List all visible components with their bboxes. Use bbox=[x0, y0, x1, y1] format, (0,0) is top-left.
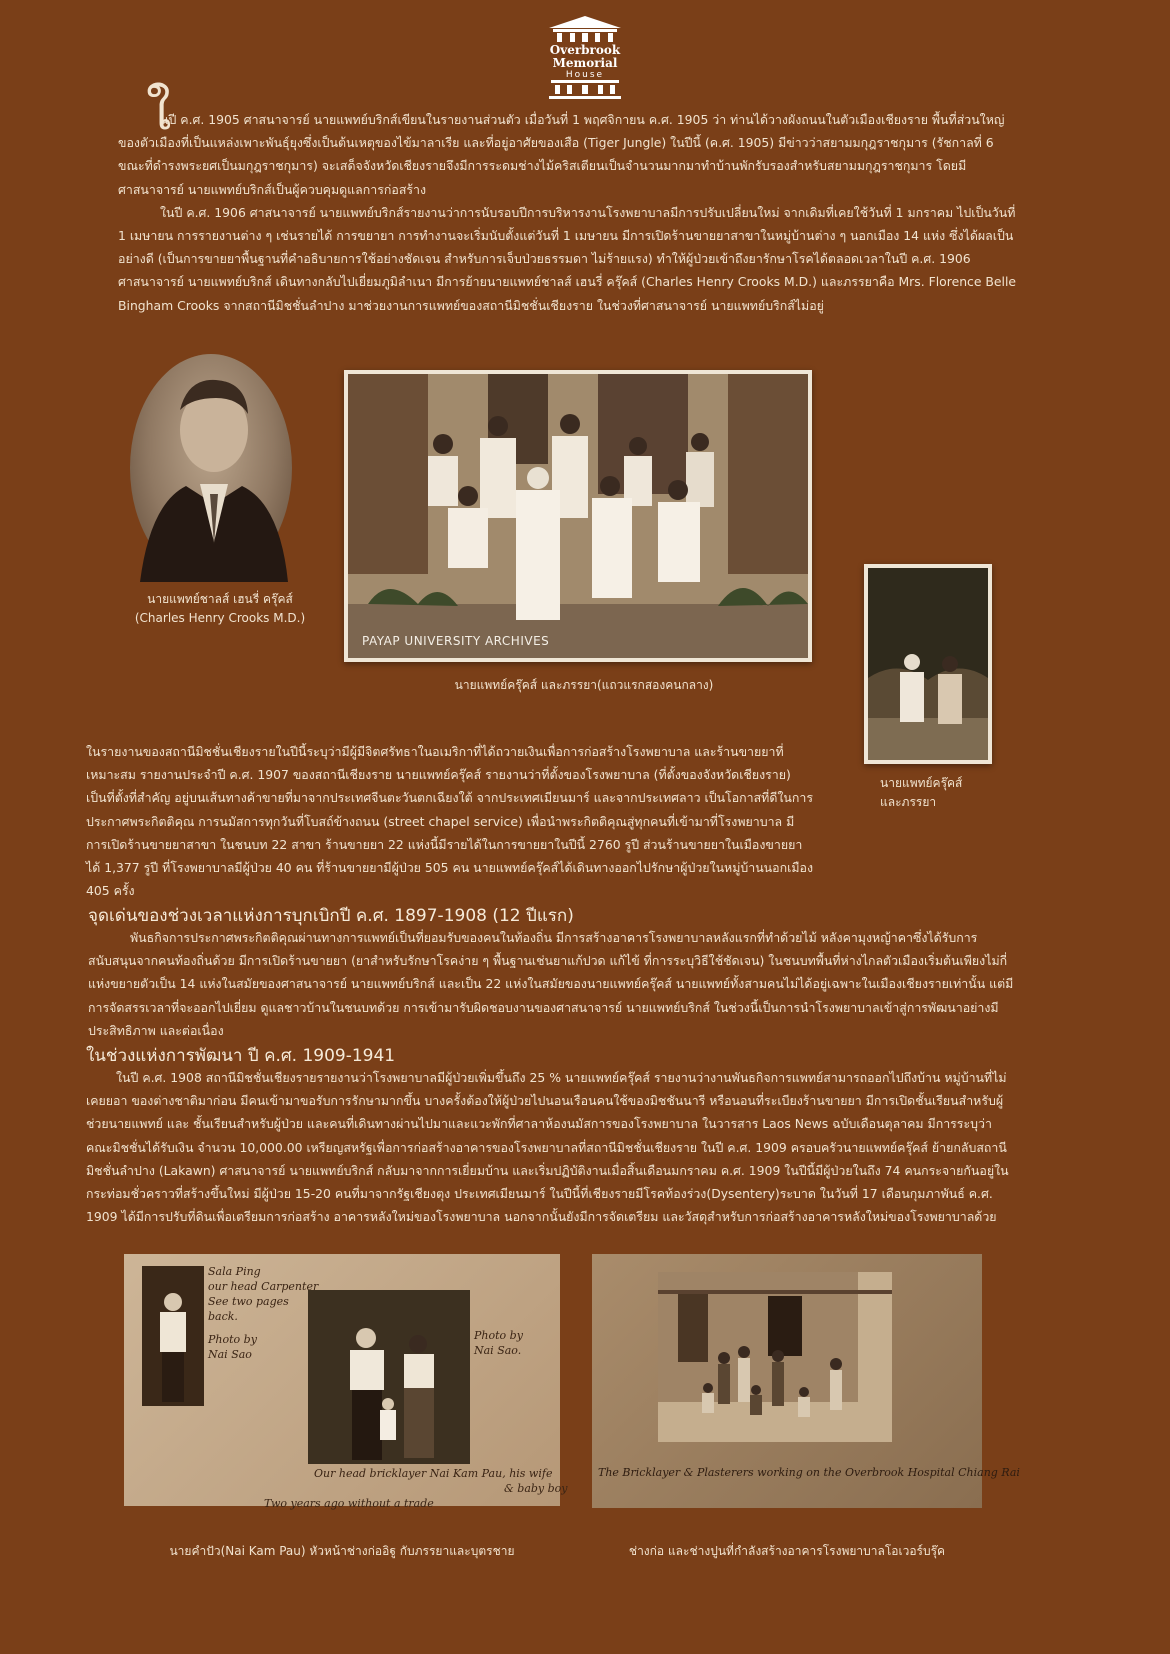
section2-paragraph: พันธกิจการประกาศพระกิตติคุณผ่านทางการแพทย์เป็นที่ยอมรับของคนในท้องถิ่น มีการสร้างอาคารโรงพยาบาลหลังแรกที่ทำด้วยไม้ หลังคามุงหญ้าคาซึ่งได้รับการสนับสนุนจากคนท้องถิ่นด้วย มีการเปิดร้านขายยา (ยาสำหรับรักษาโรคง่าย ๆ พื้นฐานเช่นยาแก้ปวด แก้ไข้ ที่การระบุวิธีใช้ชัดเจน) ในชนบทพื้นที่ห่างไกลตัวเมืองเริ่มต้นเพียงไม่กี่แห่งขยายตัวเป็น 14 แห่งในสมัยของศาสนาจารย์ นายแพทย์บริกส์ และเป็น 22 แห่งในสมัยของนายแพทย์ครุ๊คส์ นายแพทย์ทั้งสามคนไม่ได้อยู่เฉพาะในเมืองเชียงรายเท่านั้น แต่มีการจัดสรรเวลาที่จะออกไปเยี่ยม ดูแลชาวบ้านในชนบทด้วย การเข้ามารับผิดชอบงานของศาสนาจารย์ นายแพทย์บริกส์ ในช่วงนี้เป็นการนำโรงพยาบาลเข้าสู่การพัฒนาอย่างมีประสิทธิภาพ และต่อเนื่อง bbox=[88, 930, 1014, 1038]
album2-caption: ช่างก่อ และช่างปูนที่กำลังสร้างอาคารโรงพยาบาลโอเวอร์บรุ๊ค bbox=[628, 1544, 946, 1558]
intro-dropcap: ใ bbox=[146, 82, 172, 142]
section1-paragraph: ในรายงานของสถานีมิชชั่นเชียงรายในปีนี้ระบุว่ามีผู้มีจิตศรัทธาในอเมริกาที่ได้ถวายเงินเพื่อการก่อสร้างโรงพยาบาล และร้านขายยาที่เหมาะสม รายงานประจำปี ค.ศ. 1907 ของสถานีเชียงราย นายแพทย์ครุ๊คส์ รายงานว่าที่ตั้งของโรงพยาบาล (ที่ตั้งของจังหวัดเชียงราย) เป็นที่ตั้งที่สำคัญ อยู่บนเส้นทางค้าขายที่มาจากประเทศจีนตะวันตกเฉียงใต้ จากประเทศเมียนมาร์ และจากประเทศลาว เป็นโอกาสที่ดีในการประกาศพระกิตติคุณ การนมัสการทุกวันที่โบสถ์ข้างถนน (street chapel service) เพื่อนำพระกิตติคุณสู่ทุกคนที่เข้ามาที่โรงพยาบาล มีการเปิดร้านขายยาสาขา ในชนบท 22 สาขา ร้านขายยา 22 แห่งนี้มีรายได้ในการขายยาในปีนี้ 2760 รูปี ส่วนร้านขายยาในเมืองขายยาได้ 1,377 รูปี ที่โรงพยาบาลมีผู้ป่วย 40 คน ที่ร้านขายยามีผู้ป่วย 505 คน นายแพทย์ครุ๊คส์ได้เดินทางออกไปรักษาผู้ป่วยในหมู่บ้านนอกเมือง 405 ครั้ง bbox=[86, 744, 814, 899]
portrait-caption-th: นายแพทย์ชาลส์ เฮนรี่ ครุ๊คส์ bbox=[147, 592, 293, 606]
couple-photo-image bbox=[868, 568, 988, 760]
logo-sub: House bbox=[565, 70, 605, 80]
portrait-caption-en: (Charles Henry Crooks M.D.) bbox=[134, 611, 306, 625]
couple-caption-line-2: และภรรยา bbox=[880, 795, 937, 809]
album1-photo-credit bbox=[474, 1328, 523, 1358]
album2-building-image bbox=[658, 1272, 892, 1442]
overbrook-logo bbox=[525, 14, 645, 102]
logo-name: Overbrook Memorial bbox=[549, 43, 621, 70]
intro-paragraph-2: ในปี ค.ศ. 1906 ศาสนาจารย์ นายแพทย์บริกส์รายงานว่าการนับรอบปีการบริหารงานโรงพยาบาลมีการปรับเปลี่ยนใหม่ จากเดิมที่เคยใช้วันที่ 1 มกราคม ไปเป็นวันที่ 1 เมษายน การรายงานต่าง ๆ เช่นรายได้ การขยายา การทำงานจะเริ่มนับตั้งแต่วันที่ 1 เมษายน มีการเปิดร้านขายยาสาขาในหมู่บ้านต่าง ๆ นอกเมือง 14 แห่ง ซึ่งได้ผลเป็นอย่างดี (เป็นการขายยาพื้นฐานที่คำอธิบายการใช้อย่างชัดเจน สำหรับการเจ็บป่วยธรรมดา ไม่ร้ายแรง) ทำให้ผู้ป่วยเข้าถึงยารักษาโรคได้ตลอดเวลาในปี ค.ศ. 1906 ศาสนาจารย์ นายแพทย์บริกส์ เดินทางกลับไปเยี่ยมภูมิลำเนา มีการย้ายนายแพทย์ชาลส์ เฮนรี่ ครุ๊คส์ (Charles Henry Crooks M.D.) และภรรยาคือ Mrs. Florence Belle Bingham Crooks จากสถานีมิชชั่นลำปาง มาช่วยงานการแพทย์ของสถานีมิชชั่นเชียงราย ในช่วงที่ศาสนาจารย์ นายแพทย์บริกส์ไม่อยู่ bbox=[118, 204, 1017, 313]
album1-hand-5: Photo by bbox=[208, 1333, 257, 1346]
intro-paragraph-1: นปี ค.ศ. 1905 ศาสนาจารย์ นายแพทย์บริกส์เขียนในรายงานส่วนตัว เมื่อวันที่ 1 พฤศจิกายน ค.ศ. 1905 ว่า ท่านได้วางผังถนนในตัวเมืองเชียงราย พื้นที่ส่วนใหญ่ของตัวเมืองที่เป็นแหล่งเพาะพันธุ์ยุงซึ่งเป็นต้นเหตุของไข้มาลาเรีย และที่อยู่อาศัยของเสือ (Tiger Jungle) ในปีนี้ (ค.ศ. 1905) มีข่าวว่าสยามมกุฎราชกุมาร (รัชกาลที่ 6 ขณะที่ดำรงพระยศเป็นมกุฎราชกุมาร) จะเสด็จจังหวัดเชียงรายจึงมีการระดมช่างไม้คริสเตียนเป็นจำนวนมากมาทำบ้านพักรับรองสำหรับสยามมกุฎราชกุมาร โดยมีศาสนาจารย์ นายแพทย์บริกส์เป็นผู้ควบคุมดูแลการก่อสร้าง bbox=[118, 112, 1005, 197]
album2-handwriting: The Bricklayer & Plasterers working on the Overbrook Hospital Chiang Rai bbox=[598, 1466, 1020, 1479]
section1-text bbox=[86, 740, 814, 902]
group-photo-watermark: PAYAP UNIVERSITY ARCHIVES bbox=[362, 634, 550, 648]
album-photo-1 bbox=[124, 1254, 568, 1510]
album1-hand-10: & baby boy bbox=[504, 1482, 568, 1495]
album1-family-image bbox=[308, 1290, 470, 1464]
couple-caption-line-1: นายแพทย์ครุ๊คส์ bbox=[880, 776, 963, 790]
house-logo-icon bbox=[545, 14, 625, 44]
album1-hand-2: our head Carpenter bbox=[208, 1280, 319, 1293]
album1-hand-1: Sala Ping bbox=[208, 1265, 261, 1278]
album1-small-portrait bbox=[142, 1266, 204, 1406]
album1-small-portrait-image bbox=[142, 1266, 204, 1406]
album1-hand-4: back. bbox=[208, 1310, 238, 1323]
album1-hand-6: Nai Sao bbox=[208, 1348, 252, 1361]
section3-paragraph: ในปี ค.ศ. 1908 สถานีมิชชั่นเชียงรายรายงานว่าโรงพยาบาลมีผู้ป่วยเพิ่มขึ้นถึง 25 % นายแพทย์ครุ๊คส์ รายงานว่างานพันธกิจการแพทย์สามารถออกไปถึงบ้าน หมู่บ้านที่ไม่เคยยอา ของต่างชาติมาก่อน มีคนเข้ามาขอรับการรักษามากขึ้น บางครั้งต้องให้ผู้ป่วยไปนอนเรือนคนใช้ของมิชชันนารี หรือนอนที่ระเบียงร้านขายยา มีการเปิดชั้นเรียนสำหรับผู้ช่วยนายแพทย์ และ ชั้นเรียนสำหรับผู้ป่วย และคนที่เดินทางผ่านไปมาและแวะพักที่ศาลาห้องนมัสการของโรงพยาบาล ในวารสาร Laos News ฉบับเดือนตุลาคม มีการระบุว่าคณะมิชชั่นได้รับเงิน จำนวน 10,000.00 เหรียญสหรัฐเพื่อการก่อสร้างอาคารของโรงพยาบาลที่สถานีมิชชั่นเชียงราย ในปี ค.ศ. 1909 ครอบครัวนายแพทย์ครุ๊คส์ ย้ายกลับสถานีมิชชั่นลำปาง (Lakawn) ศาสนาจารย์ นายแพทย์บริกส์ กลับมาจากการเยี่ยมบ้าน และเริ่มปฏิบัติงานเมื่อสิ้นเดือนมกราคม ค.ศ. 1909 ในปีนี้มีผู้ป่วยในถึง 74 คนกระจายกันอยู่ในกระท่อมชั่วคราวที่สร้างขึ้นใหม่ มีผู้ป่วย 15-20 คนที่มาจากรัฐเชียงตุง ประเทศเมียนมาร์ ในปีนี้ที่เชียงรายมีโรคท้องร่วง(Dysentery)ระบาด ในวันที่ 17 เดือนกุมภาพันธ์ ค.ศ. 1909 ได้มีการปรับที่ดินเพื่อเตรียมการก่อสร้าง อาคารหลังใหม่ของโรงพยาบาล นอกจากนั้นยังมีการจัดเตรียม และวัสดุสำหรับการก่อสร้างอาคารหลังใหม่ของโรงพยาบาลด้วย bbox=[86, 1070, 1009, 1225]
group-photo-caption: นายแพทย์ครุ๊คส์ และภรรยา(แถวแรกสองคนกลาง) bbox=[454, 678, 714, 692]
album1-hand-9: Our head bricklayer Nai Kam Pau, his wife bbox=[314, 1467, 553, 1480]
house-logo-base-icon bbox=[545, 80, 625, 102]
section2-heading: จุดเด่นของช่วงเวลาแห่งการบุกเบิกปี ค.ศ. 1897-1908 (12 ปีแรก) bbox=[88, 906, 574, 926]
album1-hand-11: Two years ago without a trade bbox=[264, 1497, 434, 1510]
section3-heading: ในช่วงแห่งการพัฒนา ปี ค.ศ. 1909-1941 bbox=[86, 1046, 396, 1066]
album-photo-2 bbox=[592, 1254, 1020, 1508]
section2-text bbox=[88, 926, 1018, 1042]
intro-text bbox=[118, 108, 1018, 317]
group-photo-image bbox=[348, 374, 808, 658]
album1-hand-8: Nai Sao. bbox=[474, 1344, 522, 1357]
section3-text bbox=[86, 1066, 1016, 1228]
album1-hand-7: Photo by bbox=[474, 1329, 523, 1342]
portrait-caption bbox=[120, 590, 320, 628]
couple-photo-caption bbox=[880, 774, 990, 812]
portrait-man-icon bbox=[130, 354, 292, 582]
album1-hand-3: See two pages bbox=[208, 1295, 289, 1308]
album1-handwriting-notes bbox=[208, 1264, 318, 1362]
album1-caption: นายคำปัว(Nai Kam Pau) หัวหน้าช่างก่ออิฐู กับภรรยาและบุตรชาย bbox=[169, 1544, 515, 1558]
couple-photo bbox=[864, 564, 992, 764]
group-photo bbox=[344, 370, 812, 662]
album2-building-photo bbox=[658, 1272, 892, 1442]
album1-bottom-notes bbox=[264, 1466, 568, 1511]
portrait-photo bbox=[130, 354, 292, 582]
album1-family-photo bbox=[308, 1290, 470, 1464]
